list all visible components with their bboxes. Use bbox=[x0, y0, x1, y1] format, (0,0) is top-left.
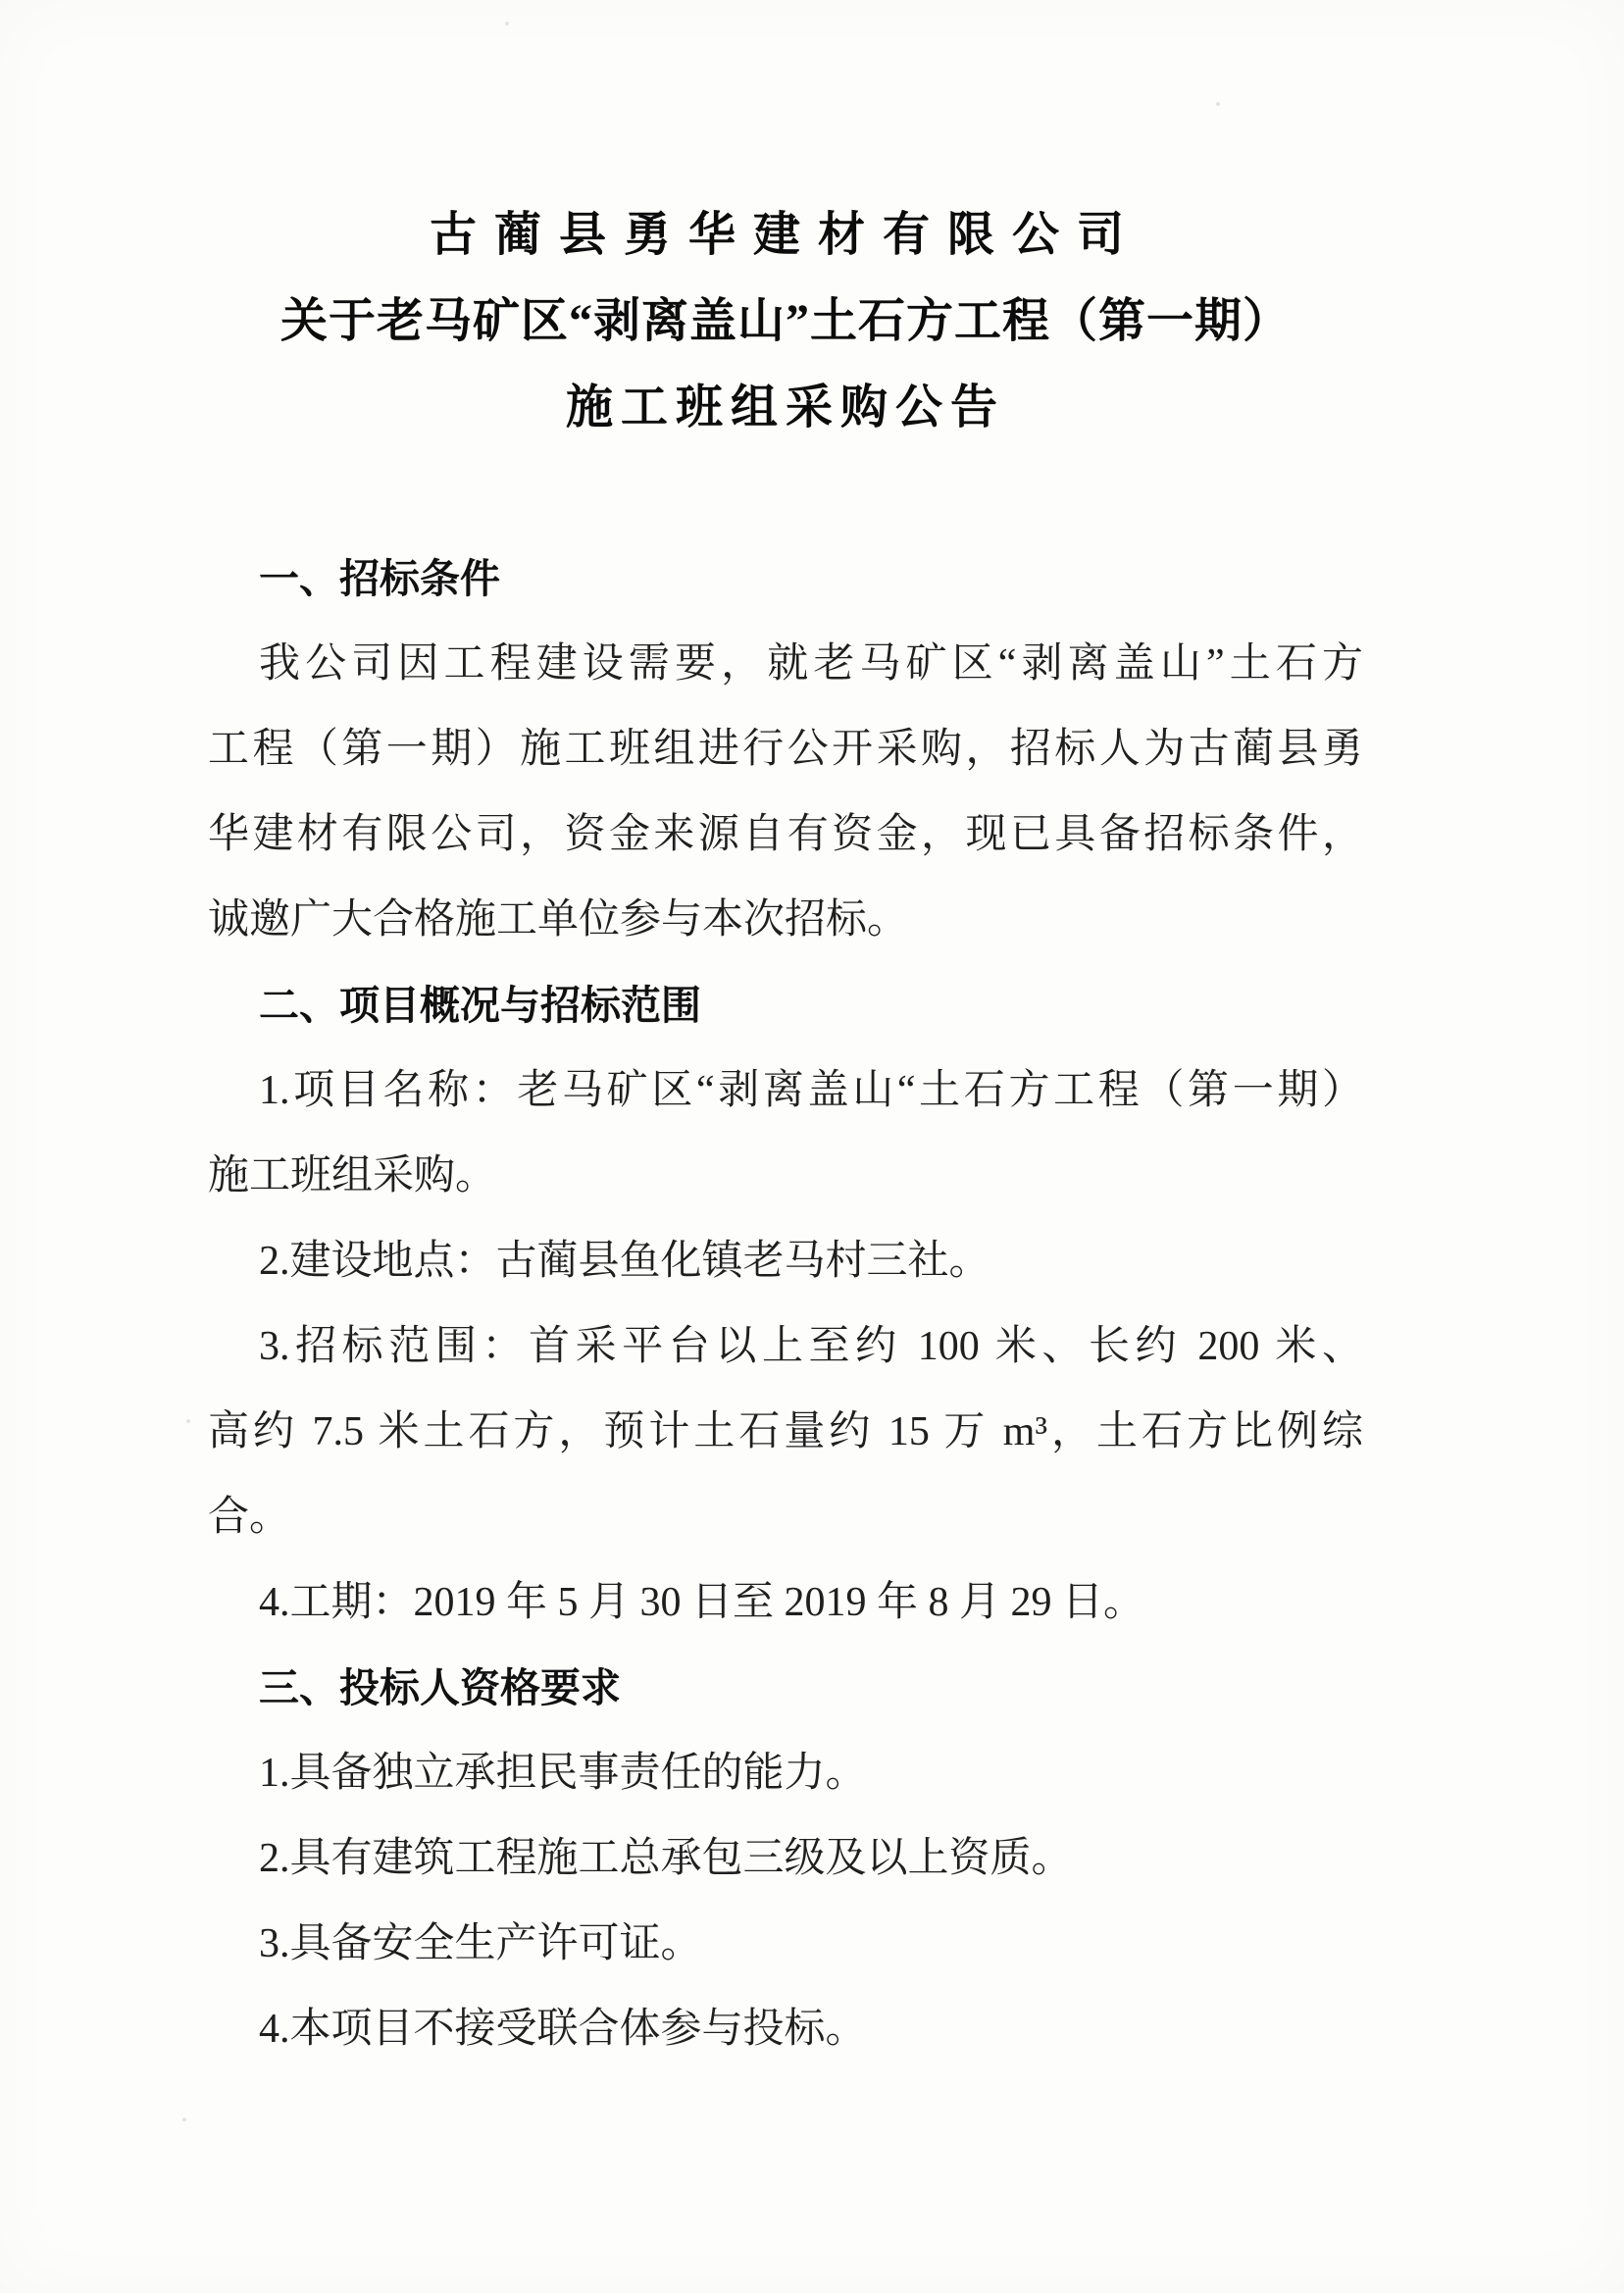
section-2-item-1-line: 施工班组采购。 bbox=[208, 1153, 497, 1198]
section-2-item-3-line: 高约 7.5 米土石方，预计土石量约 15 万 m³，土石方比例综 bbox=[208, 1409, 1363, 1454]
section-2-item-4: 4.工期：2019 年 5 月 30 日至 2019 年 8 月 29 日。 bbox=[259, 1580, 1145, 1625]
document-title-line-3: 施工班组采购公告 bbox=[565, 382, 1005, 433]
section-2-item-1-line: 1.项目名称：老马矿区“剥离盖山“土石方工程（第一期） bbox=[259, 1068, 1363, 1113]
document-title bbox=[208, 192, 1363, 451]
scan-speck bbox=[505, 22, 509, 25]
section-3-item: 2.具有建筑工程施工总承包三级及以上资质。 bbox=[259, 1836, 1073, 1881]
document-title-line-2: 关于老马矿区“剥离盖山”土石方工程（第一期） bbox=[279, 295, 1291, 347]
scan-speck bbox=[1216, 102, 1220, 106]
section-3-item: 1.具备独立承担民事责任的能力。 bbox=[259, 1751, 867, 1796]
document-title-line-1: 古蔺县勇华建材有限公司 bbox=[429, 209, 1142, 261]
scan-speck bbox=[186, 1419, 190, 1423]
section-1-paragraph-line: 华建材有限公司，资金来源自有资金，现已具备招标条件， bbox=[208, 812, 1363, 857]
section-3-item: 4.本项目不接受联合体参与投标。 bbox=[259, 2007, 867, 2052]
section-2-item-2: 2.建设地点：古蔺县鱼化镇老马村三社。 bbox=[259, 1239, 990, 1284]
section-3-item: 3.具备安全生产许可证。 bbox=[259, 1921, 702, 1966]
section-1-paragraph-line: 工程（第一期）施工班组进行公开采购，招标人为古蔺县勇 bbox=[208, 727, 1363, 772]
section-2-item-3-line: 3.招标范围：首采平台以上至约 100 米、长约 200 米、 bbox=[259, 1324, 1363, 1369]
section-2-heading: 二、项目概况与招标范围 bbox=[259, 983, 701, 1028]
section-1-paragraph-line: 我公司因工程建设需要，就老马矿区“剥离盖山”土石方 bbox=[259, 641, 1363, 687]
section-1-heading: 一、招标条件 bbox=[259, 556, 500, 601]
document-body bbox=[208, 536, 1363, 2072]
scan-speck bbox=[182, 2117, 186, 2121]
section-1-paragraph-line: 诚邀广大合格施工单位参与本次招标。 bbox=[208, 897, 909, 943]
section-3-heading: 三、投标人资格要求 bbox=[259, 1665, 621, 1710]
section-2-item-3-line: 合。 bbox=[208, 1495, 291, 1540]
